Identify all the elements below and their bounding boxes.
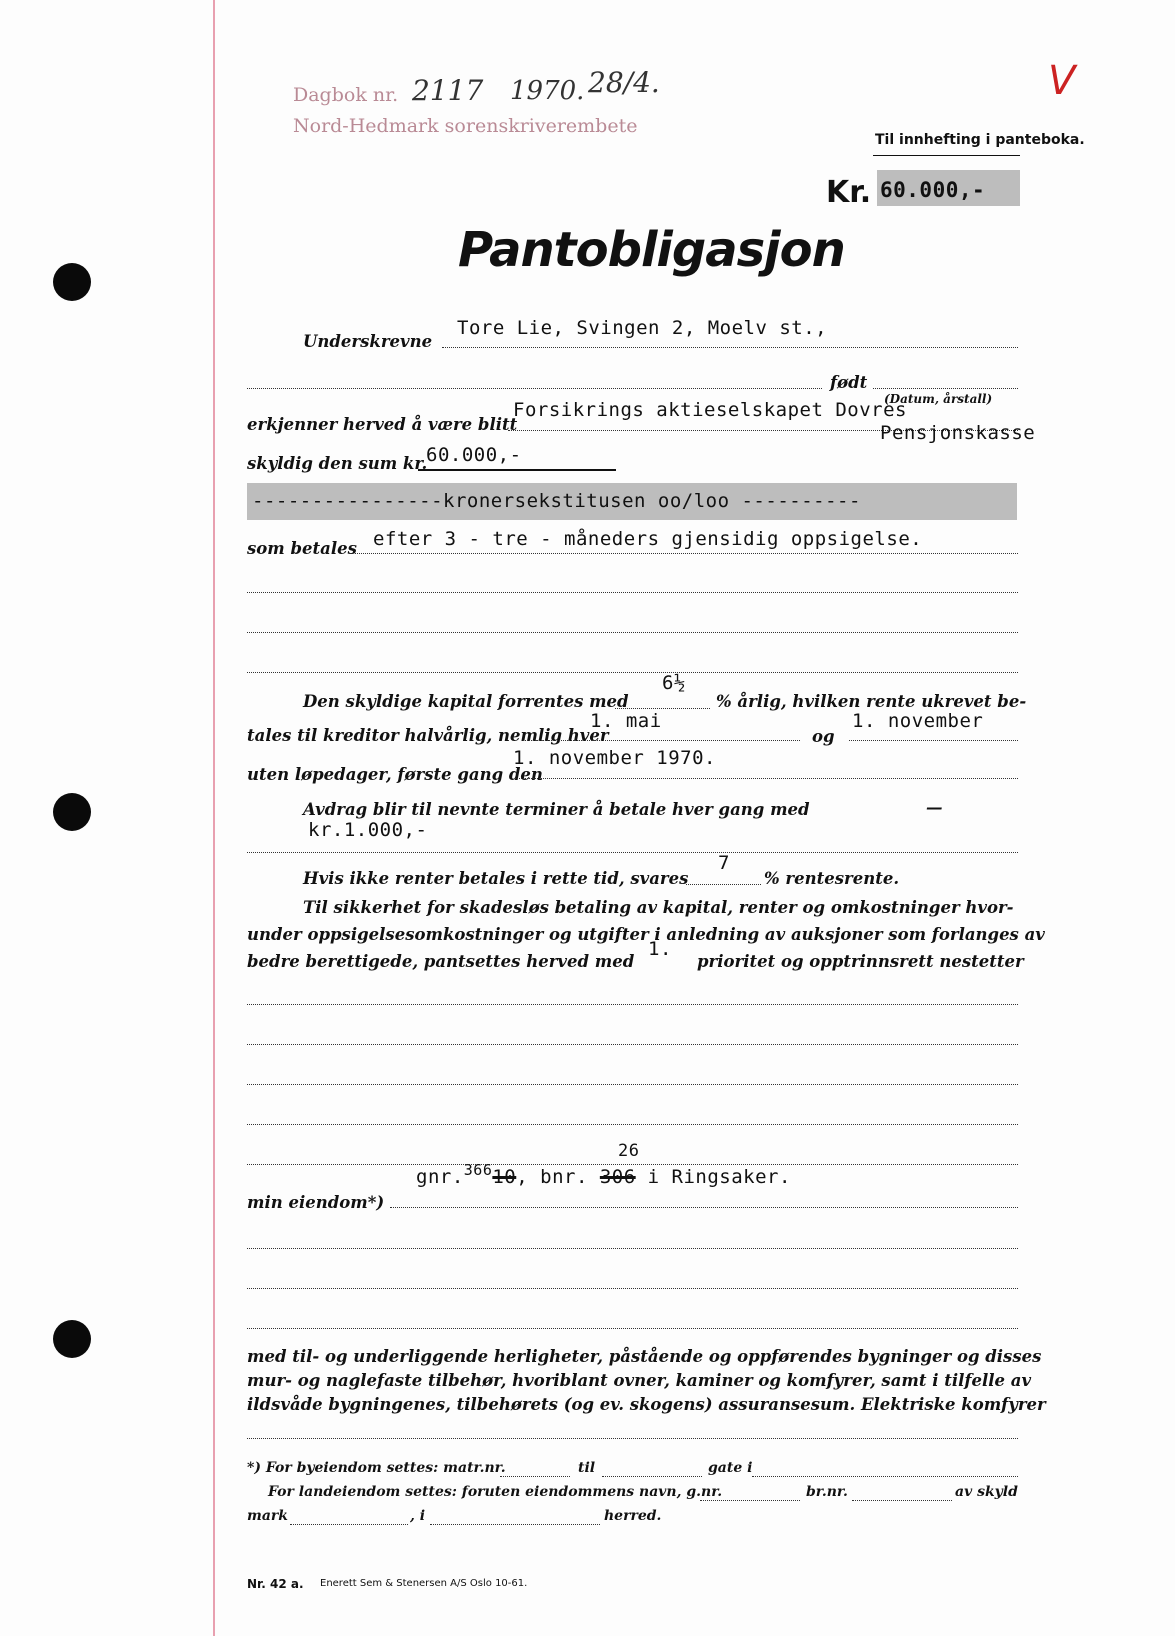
footnote-brnr: br.nr. bbox=[806, 1484, 848, 1500]
dotted-line bbox=[247, 1084, 1018, 1085]
dotted-line bbox=[849, 740, 1018, 741]
amount-words: ----------------kronersekstitusen oo/loo ---------- bbox=[252, 490, 861, 512]
dotted-line bbox=[515, 778, 1018, 779]
eiendom-value bbox=[416, 1161, 791, 1188]
margin-rule bbox=[213, 0, 215, 1636]
dotted-line bbox=[247, 1288, 1018, 1289]
sikkerhet-line-2: under oppsigelsesomkostninger og utgifter i anledning av auksjoner som forlanges av bbox=[247, 925, 1045, 944]
lopedager-text: uten løpedager, første gang den bbox=[247, 765, 543, 784]
dotted-line bbox=[247, 388, 822, 389]
hvis-text-2: % rentesrente. bbox=[764, 869, 900, 888]
dotted-line bbox=[602, 1476, 702, 1477]
stamp-office: Nord-Hedmark sorenskriverembete bbox=[293, 115, 638, 137]
avdrag-text: Avdrag blir til nevnte terminer å betale hver gang med bbox=[303, 800, 810, 819]
og-text: og bbox=[812, 727, 835, 746]
dotted-line bbox=[247, 1124, 1018, 1125]
dotted-line bbox=[752, 1476, 1018, 1477]
dotted-line bbox=[247, 1004, 1018, 1005]
check-mark-icon: V bbox=[1048, 58, 1076, 104]
dotted-line bbox=[247, 632, 1018, 633]
hand-journal-date: 28/4. bbox=[588, 66, 660, 99]
sikkerhet-line-3: bedre berettigede, pantsettes herved med bbox=[247, 952, 635, 971]
creditor-line2: Pensjonskasse bbox=[880, 422, 1036, 444]
bnr-label: , bnr. bbox=[516, 1166, 588, 1188]
page-title: Pantobligasjon bbox=[458, 222, 845, 278]
underline bbox=[418, 469, 616, 471]
eiendom-rest: i Ringsaker. bbox=[647, 1166, 791, 1188]
sikkerhet-line-1: Til sikkerhet for skadesløs betaling av kapital, renter og omkostninger hvor- bbox=[303, 898, 1014, 917]
prioritet-value: 1. bbox=[648, 938, 672, 960]
datum-hint: (Datum, årstall) bbox=[884, 392, 993, 406]
betales-label: som betales bbox=[247, 539, 357, 558]
dotted-line bbox=[247, 1044, 1018, 1045]
dotted-line bbox=[430, 1524, 600, 1525]
dotted-line bbox=[247, 1164, 1018, 1165]
dotted-line bbox=[247, 1328, 1018, 1329]
form-number: Nr. 42 a. bbox=[247, 1577, 304, 1591]
punch-hole bbox=[53, 793, 91, 831]
printer-note: Enerett Sem & Stenersen A/S Oslo 10-61. bbox=[320, 1578, 528, 1589]
dotted-line bbox=[247, 592, 1018, 593]
stamp-dagbok-label: Dagbok nr. bbox=[293, 84, 399, 106]
term-1: 1. mai bbox=[590, 710, 662, 732]
med-line-3: ildsvåde bygningenes, tilbehørets (og ev. skogens) assuransesum. Elektriske komfyrer bbox=[247, 1395, 1046, 1414]
skyldig-label: skyldig den sum kr. bbox=[247, 454, 428, 473]
divider bbox=[873, 155, 1020, 156]
punch-hole bbox=[53, 263, 91, 301]
eiendom-label: min eiendom*) bbox=[247, 1193, 385, 1212]
hand-journal-year: 1970. bbox=[510, 76, 585, 106]
footnote-landeiendom: For landeiendom settes: foruten eiendommens navn, g.nr. bbox=[268, 1484, 723, 1500]
first-date: 1. november 1970. bbox=[513, 747, 716, 769]
kr-label: Kr. bbox=[826, 175, 872, 210]
dotted-line bbox=[247, 852, 1018, 853]
dotted-line bbox=[247, 1248, 1018, 1249]
halvarlig-text: tales til kreditor halvårlig, nemlig hver bbox=[247, 726, 609, 745]
rente-value: 6½ bbox=[662, 672, 686, 694]
footnote-byeiendom: *) For byeiendom settes: matr.nr. bbox=[247, 1460, 506, 1476]
innhefting-note: Til innhefting i panteboka. bbox=[875, 132, 1085, 148]
footnote-mark: mark bbox=[247, 1508, 288, 1524]
dotted-line bbox=[290, 1524, 408, 1525]
footnote-til: til bbox=[578, 1460, 596, 1476]
punch-hole bbox=[53, 1320, 91, 1358]
dotted-line bbox=[852, 1500, 952, 1501]
footnote-gate: gate i bbox=[708, 1460, 753, 1476]
fodt-label: født bbox=[830, 373, 868, 392]
avdrag-value: kr.1.000,- bbox=[308, 819, 428, 841]
rente-text-2: % årlig, hvilken rente ukrevet be- bbox=[716, 692, 1027, 711]
skyldig-value: 60.000,- bbox=[426, 444, 522, 466]
med-line-2: mur- og naglefaste tilbehør, hvoriblant ovner, kaminer og komfyrer, samt i tilfelle av bbox=[247, 1371, 1032, 1390]
footnote-i: , i bbox=[410, 1508, 426, 1524]
gnr-label: gnr. bbox=[416, 1166, 464, 1188]
gnr-new-value: 366 bbox=[463, 1161, 493, 1179]
rentesrente-value: 7 bbox=[718, 852, 730, 874]
dotted-line bbox=[390, 1207, 1018, 1208]
gnr-old-value: 10 bbox=[492, 1166, 517, 1188]
med-line-1: med til- og underliggende herligheter, påstående og oppførendes bygninger og disses bbox=[247, 1347, 1042, 1366]
rente-text: Den skyldige kapital forrentes med bbox=[303, 692, 629, 711]
bnr-new-value: 26 bbox=[618, 1141, 640, 1161]
term-2: 1. november bbox=[852, 710, 984, 732]
footnote-herred: herred. bbox=[604, 1508, 662, 1524]
dotted-line bbox=[615, 708, 710, 709]
footnote-av-skyld: av skyld bbox=[955, 1484, 1018, 1500]
sikkerhet-line-3b: prioritet og opptrinnsrett nestetter bbox=[697, 952, 1024, 971]
dotted-line bbox=[873, 388, 1018, 389]
dotted-line bbox=[442, 347, 1018, 348]
hand-journal-number: 2117 bbox=[412, 74, 484, 107]
underskrevne-label: Underskrevne bbox=[303, 332, 433, 351]
dotted-line bbox=[700, 1500, 800, 1501]
dotted-line bbox=[247, 672, 1018, 673]
hvis-text: Hvis ikke renter betales i rette tid, svares bbox=[303, 869, 689, 888]
betales-value: efter 3 - tre - måneders gjensidig oppsigelse. bbox=[373, 528, 923, 550]
avdrag-dash: — bbox=[926, 798, 943, 817]
creditor-line1: Forsikrings aktieselskapet Dovres bbox=[513, 399, 907, 421]
dotted-line bbox=[523, 740, 800, 741]
underskrevne-value: Tore Lie, Svingen 2, Moelv st., bbox=[457, 317, 828, 339]
erkjenner-label: erkjenner herved å være blitt bbox=[247, 415, 518, 434]
dotted-line bbox=[500, 1476, 570, 1477]
dotted-line bbox=[355, 553, 1018, 554]
kr-amount: 60.000,- bbox=[880, 178, 986, 202]
dotted-line bbox=[247, 1438, 1018, 1439]
dotted-line bbox=[686, 884, 761, 885]
bnr-old-value: 306 bbox=[599, 1166, 636, 1188]
